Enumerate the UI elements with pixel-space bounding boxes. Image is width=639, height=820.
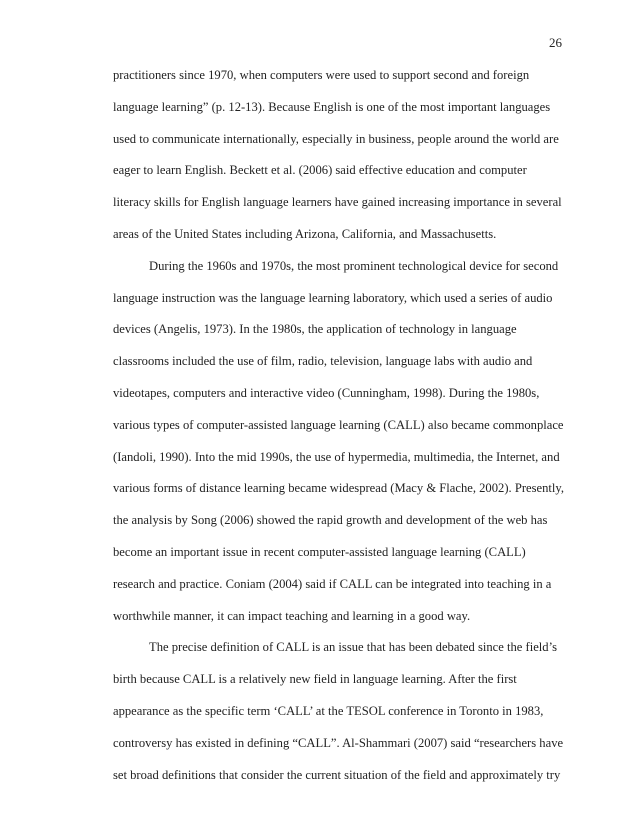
text-line: appearance as the specific term ‘CALL’ at the TESOL conference in Toronto in 1983,: [113, 703, 544, 718]
text-line: research and practice. Coniam (2004) said if CALL can be integrated into teaching in a: [113, 576, 552, 591]
text-line: literacy skills for English language learners have gained increasing importance in several: [113, 195, 562, 210]
text-line: birth because CALL is a relatively new field in language learning. After the first: [113, 672, 517, 687]
text-line: devices (Angelis, 1973). In the 1980s, the application of technology in language: [113, 322, 517, 337]
text-line: the analysis by Song (2006) showed the rapid growth and development of the web has: [113, 513, 548, 528]
text-line: various types of computer-assisted language learning (CALL) also became commonplace: [113, 417, 564, 432]
text-line: videotapes, computers and interactive video (Cunningham, 1998). During the 1980s,: [113, 385, 540, 400]
body-text: [113, 60, 576, 791]
text-line: worthwhile manner, it can impact teaching and learning in a good way.: [113, 608, 471, 623]
text-line: various forms of distance learning became widespread (Macy & Flache, 2002). Presently,: [113, 481, 565, 496]
text-line: The precise definition of CALL is an issue that has been debated since the field’s: [149, 640, 558, 655]
text-line: areas of the United States including Arizona, California, and Massachusetts.: [113, 226, 497, 241]
text-line: become an important issue in recent computer-assisted language learning (CALL): [113, 544, 526, 559]
text-line: (Iandoli, 1990). Into the mid 1990s, the use of hypermedia, multimedia, the Internet, and: [113, 449, 560, 464]
text-line: language instruction was the language learning laboratory, which used a series of audio: [113, 290, 553, 305]
text-line: classrooms included the use of film, radio, television, language labs with audio and: [113, 354, 533, 369]
page-number: 26: [549, 35, 562, 50]
text-line: language learning” (p. 12-13). Because English is one of the most important languages: [113, 99, 551, 114]
text-line: practitioners since 1970, when computers were used to support second and foreign: [113, 68, 530, 82]
text-line: controversy has existed in defining “CALL”. Al-Shammari (2007) said “researchers have: [113, 735, 564, 750]
text-line: used to communicate internationally, especially in business, people around the world are: [113, 131, 559, 146]
text-line: During the 1960s and 1970s, the most prominent technological device for second: [149, 258, 559, 273]
text-line: eager to learn English. Beckett et al. (2006) said effective education and computer: [113, 163, 527, 178]
text-line: set broad definitions that consider the current situation of the field and approximately try: [113, 767, 561, 782]
